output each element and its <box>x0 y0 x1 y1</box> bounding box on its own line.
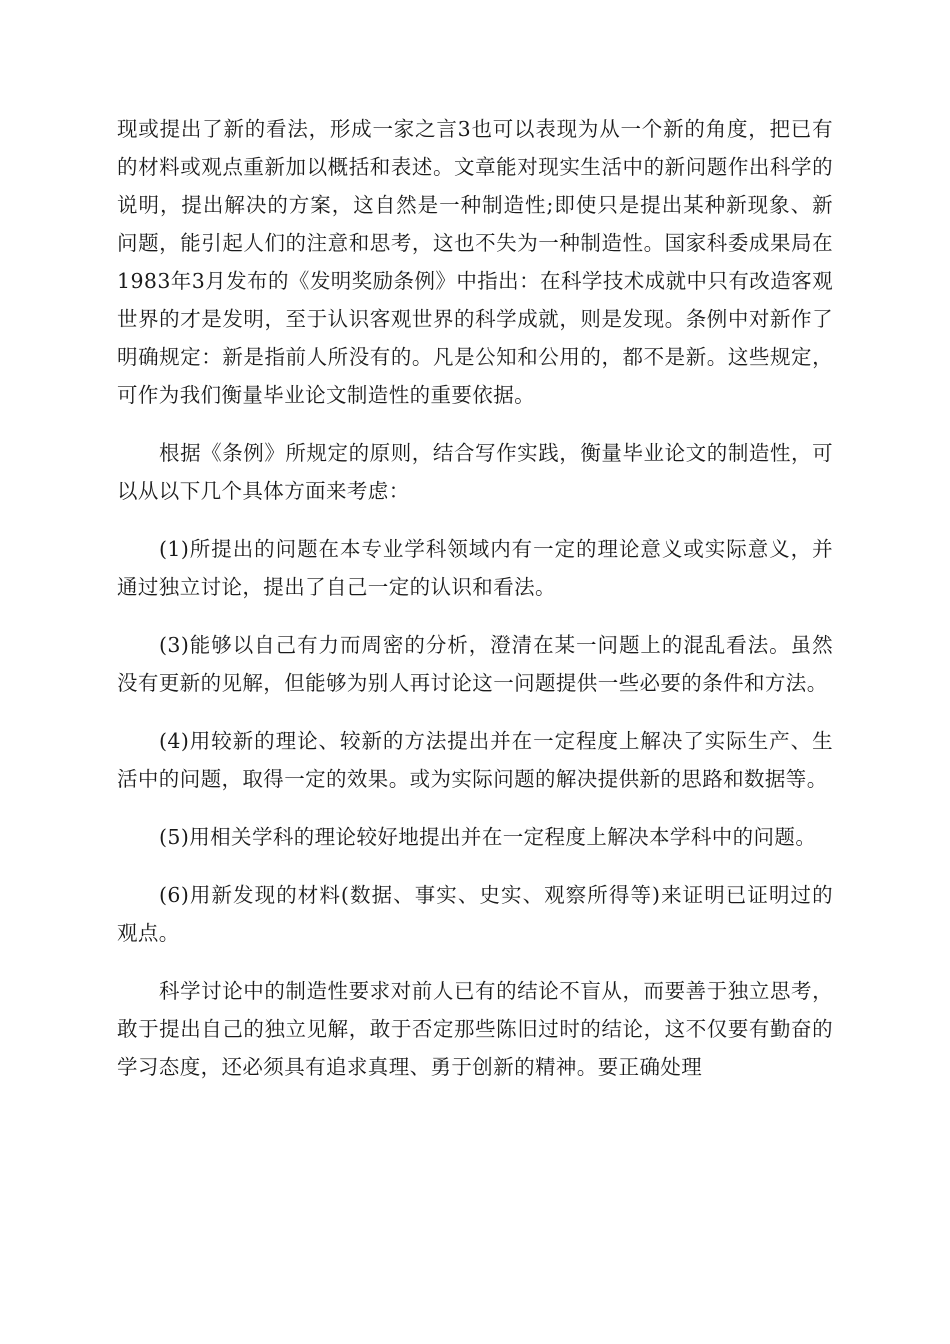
paragraph-6: (5)用相关学科的理论较好地提出并在一定程度上解决本学科中的问题。 <box>159 825 817 849</box>
paragraph-7: (6)用新发现的材料(数据、事实、史实、观察所得等)来证明已证明过的观点。 <box>117 883 833 945</box>
paragraph-8: 科学讨论中的制造性要求对前人已有的结论不盲从，而要善于独立思考，敢于提出自己的独立见解，敢于否定那些陈旧过时的结论，这不仅要有勤奋的学习态度，还必须具有追求真理、勇于创新的精神。要正确处理 <box>117 979 833 1079</box>
document-body <box>117 110 833 1106</box>
paragraph-1: 现或提出了新的看法，形成一家之言3也可以表现为从一个新的角度，把已有的材料或观点重新加以概括和表述。文章能对现实生活中的新问题作出科学的说明，提出解决的方案，这自然是一种制造性;即使只是提出某种新现象、新问题，能引起人们的注意和思考，这也不失为一种制造性。国家科委成果局在1983年3月发布的《发明奖励条例》中指出：在科学技术成就中只有改造客观世界的才是发明，至于认识客观世界的科学成就，则是发现。条例中对新作了明确规定：新是指前人所没有的。凡是公知和公用的，都不是新。这些规定，可作为我们衡量毕业论文制造性的重要依据。 <box>117 117 833 407</box>
paragraph-4: (3)能够以自己有力而周密的分析，澄清在某一问题上的混乱看法。虽然没有更新的见解，但能够为别人再讨论这一问题提供一些必要的条件和方法。 <box>117 633 833 695</box>
paragraph-3: (1)所提出的问题在本专业学科领域内有一定的理论意义或实际意义，并通过独立讨论，提出了自己一定的认识和看法。 <box>117 537 833 599</box>
paragraph-5: (4)用较新的理论、较新的方法提出并在一定程度上解决了实际生产、生活中的问题，取得一定的效果。或为实际问题的解决提供新的思路和数据等。 <box>117 729 833 791</box>
paragraph-2: 根据《条例》所规定的原则，结合写作实践，衡量毕业论文的制造性，可以从以下几个具体方面来考虑： <box>117 441 833 503</box>
